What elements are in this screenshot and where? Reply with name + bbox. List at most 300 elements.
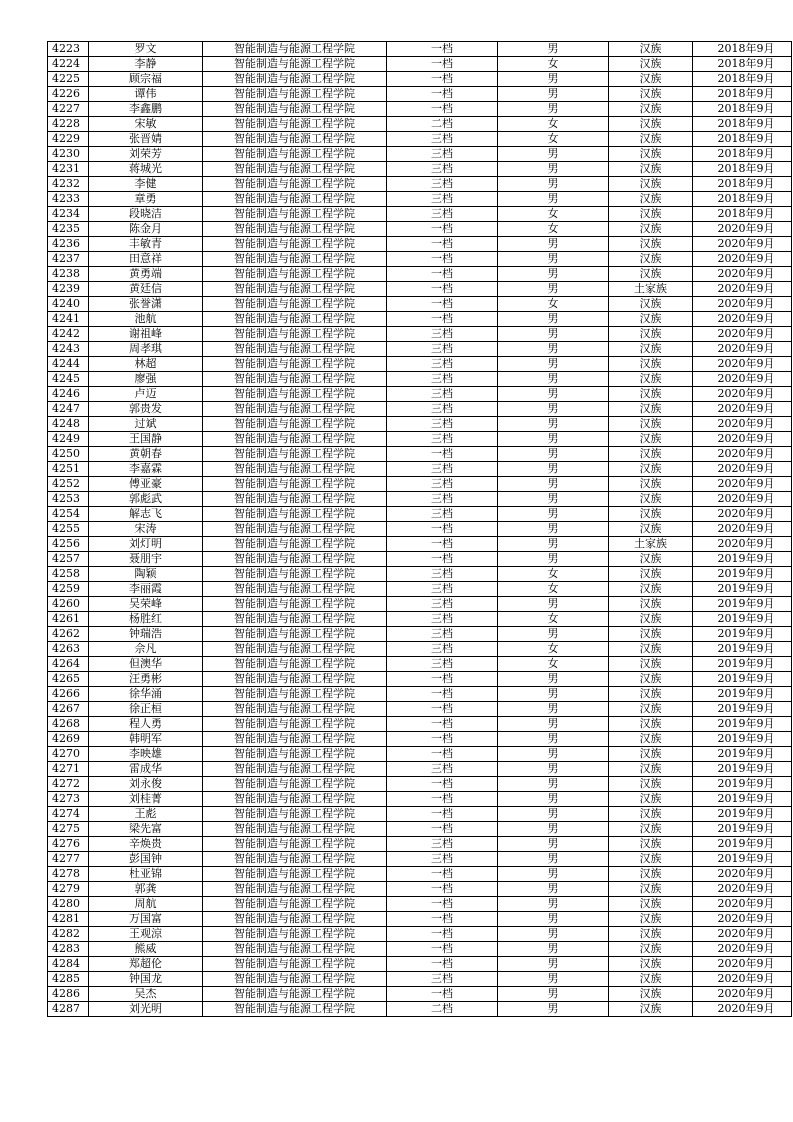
table-row: [48, 402, 792, 417]
enrollment-date-cell: 2020年9月: [693, 927, 792, 942]
record-number-cell: 4253: [48, 492, 89, 507]
tier-cell: 一档: [387, 297, 498, 312]
enrollment-date-cell: 2020年9月: [693, 987, 792, 1002]
enrollment-date-cell: 2019年9月: [693, 837, 792, 852]
table-row: [48, 762, 792, 777]
gender-cell: 男: [498, 87, 609, 102]
table-row: [48, 192, 792, 207]
name-cell: 汪勇彬: [89, 672, 203, 687]
record-number-cell: 4281: [48, 912, 89, 927]
tier-cell: 三档: [387, 612, 498, 627]
enrollment-date-cell: 2018年9月: [693, 177, 792, 192]
table-row: [48, 57, 792, 72]
college-cell: 智能制造与能源工程学院: [203, 267, 387, 282]
college-cell: 智能制造与能源工程学院: [203, 492, 387, 507]
tier-cell: 三档: [387, 642, 498, 657]
name-cell: 周航: [89, 897, 203, 912]
name-cell: 林超: [89, 357, 203, 372]
tier-cell: 三档: [387, 837, 498, 852]
college-cell: 智能制造与能源工程学院: [203, 957, 387, 972]
gender-cell: 男: [498, 552, 609, 567]
table-row: [48, 567, 792, 582]
gender-cell: 男: [498, 177, 609, 192]
gender-cell: 男: [498, 432, 609, 447]
ethnicity-cell: 汉族: [609, 567, 693, 582]
name-cell: 刘光明: [89, 1002, 203, 1017]
college-cell: 智能制造与能源工程学院: [203, 912, 387, 927]
ethnicity-cell: 汉族: [609, 717, 693, 732]
table-row: [48, 552, 792, 567]
table-row: [48, 972, 792, 987]
ethnicity-cell: 汉族: [609, 162, 693, 177]
tier-cell: 三档: [387, 177, 498, 192]
ethnicity-cell: 汉族: [609, 252, 693, 267]
record-number-cell: 4242: [48, 327, 89, 342]
record-number-cell: 4225: [48, 72, 89, 87]
ethnicity-cell: 汉族: [609, 672, 693, 687]
enrollment-date-cell: 2020年9月: [693, 957, 792, 972]
name-cell: 徐正桓: [89, 702, 203, 717]
name-cell: 卢迈: [89, 387, 203, 402]
enrollment-date-cell: 2019年9月: [693, 702, 792, 717]
name-cell: 李鑫鹏: [89, 102, 203, 117]
student-roster-table: [47, 41, 792, 1017]
record-number-cell: 4239: [48, 282, 89, 297]
gender-cell: 男: [498, 252, 609, 267]
record-number-cell: 4227: [48, 102, 89, 117]
college-cell: 智能制造与能源工程学院: [203, 1002, 387, 1017]
gender-cell: 男: [498, 927, 609, 942]
enrollment-date-cell: 2018年9月: [693, 57, 792, 72]
ethnicity-cell: 汉族: [609, 57, 693, 72]
tier-cell: 三档: [387, 972, 498, 987]
tier-cell: 一档: [387, 732, 498, 747]
ethnicity-cell: 土家族: [609, 537, 693, 552]
record-number-cell: 4230: [48, 147, 89, 162]
enrollment-date-cell: 2020年9月: [693, 522, 792, 537]
college-cell: 智能制造与能源工程学院: [203, 387, 387, 402]
tier-cell: 一档: [387, 282, 498, 297]
record-number-cell: 4275: [48, 822, 89, 837]
gender-cell: 男: [498, 42, 609, 57]
college-cell: 智能制造与能源工程学院: [203, 612, 387, 627]
tier-cell: 三档: [387, 567, 498, 582]
ethnicity-cell: 汉族: [609, 747, 693, 762]
record-number-cell: 4233: [48, 192, 89, 207]
gender-cell: 女: [498, 582, 609, 597]
gender-cell: 男: [498, 447, 609, 462]
name-cell: 王国静: [89, 432, 203, 447]
ethnicity-cell: 汉族: [609, 882, 693, 897]
tier-cell: 一档: [387, 822, 498, 837]
ethnicity-cell: 汉族: [609, 657, 693, 672]
table-row: [48, 837, 792, 852]
enrollment-date-cell: 2018年9月: [693, 192, 792, 207]
college-cell: 智能制造与能源工程学院: [203, 132, 387, 147]
enrollment-date-cell: 2020年9月: [693, 342, 792, 357]
ethnicity-cell: 汉族: [609, 102, 693, 117]
enrollment-date-cell: 2019年9月: [693, 627, 792, 642]
ethnicity-cell: 汉族: [609, 492, 693, 507]
tier-cell: 一档: [387, 72, 498, 87]
table-row: [48, 327, 792, 342]
enrollment-date-cell: 2020年9月: [693, 432, 792, 447]
college-cell: 智能制造与能源工程学院: [203, 192, 387, 207]
record-number-cell: 4252: [48, 477, 89, 492]
table-row: [48, 447, 792, 462]
name-cell: 郭贵发: [89, 402, 203, 417]
gender-cell: 男: [498, 402, 609, 417]
ethnicity-cell: 汉族: [609, 972, 693, 987]
enrollment-date-cell: 2020年9月: [693, 237, 792, 252]
enrollment-date-cell: 2018年9月: [693, 102, 792, 117]
table-row: [48, 87, 792, 102]
college-cell: 智能制造与能源工程学院: [203, 327, 387, 342]
gender-cell: 男: [498, 987, 609, 1002]
ethnicity-cell: 汉族: [609, 477, 693, 492]
tier-cell: 三档: [387, 762, 498, 777]
college-cell: 智能制造与能源工程学院: [203, 507, 387, 522]
tier-cell: 二档: [387, 1002, 498, 1017]
ethnicity-cell: 汉族: [609, 552, 693, 567]
name-cell: 程人勇: [89, 717, 203, 732]
name-cell: 段晓洁: [89, 207, 203, 222]
enrollment-date-cell: 2019年9月: [693, 687, 792, 702]
record-number-cell: 4231: [48, 162, 89, 177]
tier-cell: 一档: [387, 912, 498, 927]
record-number-cell: 4267: [48, 702, 89, 717]
table-row: [48, 207, 792, 222]
college-cell: 智能制造与能源工程学院: [203, 117, 387, 132]
ethnicity-cell: 汉族: [609, 192, 693, 207]
gender-cell: 男: [498, 897, 609, 912]
enrollment-date-cell: 2020年9月: [693, 222, 792, 237]
enrollment-date-cell: 2020年9月: [693, 282, 792, 297]
ethnicity-cell: 汉族: [609, 762, 693, 777]
ethnicity-cell: 汉族: [609, 177, 693, 192]
name-cell: 宋敏: [89, 117, 203, 132]
tier-cell: 三档: [387, 342, 498, 357]
record-number-cell: 4257: [48, 552, 89, 567]
tier-cell: 一档: [387, 882, 498, 897]
table-row: [48, 312, 792, 327]
record-number-cell: 4240: [48, 297, 89, 312]
tier-cell: 一档: [387, 957, 498, 972]
tier-cell: 一档: [387, 552, 498, 567]
gender-cell: 男: [498, 732, 609, 747]
enrollment-date-cell: 2018年9月: [693, 132, 792, 147]
record-number-cell: 4243: [48, 342, 89, 357]
ethnicity-cell: 汉族: [609, 222, 693, 237]
ethnicity-cell: 汉族: [609, 627, 693, 642]
college-cell: 智能制造与能源工程学院: [203, 597, 387, 612]
gender-cell: 男: [498, 267, 609, 282]
name-cell: 黄朝春: [89, 447, 203, 462]
enrollment-date-cell: 2020年9月: [693, 387, 792, 402]
name-cell: 吴荣峰: [89, 597, 203, 612]
enrollment-date-cell: 2019年9月: [693, 777, 792, 792]
record-number-cell: 4228: [48, 117, 89, 132]
ethnicity-cell: 汉族: [609, 432, 693, 447]
college-cell: 智能制造与能源工程学院: [203, 582, 387, 597]
record-number-cell: 4261: [48, 612, 89, 627]
gender-cell: 男: [498, 837, 609, 852]
ethnicity-cell: 汉族: [609, 582, 693, 597]
enrollment-date-cell: 2020年9月: [693, 507, 792, 522]
record-number-cell: 4256: [48, 537, 89, 552]
gender-cell: 男: [498, 357, 609, 372]
enrollment-date-cell: 2020年9月: [693, 867, 792, 882]
name-cell: 杜亚锦: [89, 867, 203, 882]
record-number-cell: 4235: [48, 222, 89, 237]
table-row: [48, 687, 792, 702]
record-number-cell: 4248: [48, 417, 89, 432]
gender-cell: 男: [498, 327, 609, 342]
tier-cell: 一档: [387, 702, 498, 717]
name-cell: 李静: [89, 57, 203, 72]
name-cell: 池航: [89, 312, 203, 327]
name-cell: 钟国龙: [89, 972, 203, 987]
record-number-cell: 4273: [48, 792, 89, 807]
college-cell: 智能制造与能源工程学院: [203, 147, 387, 162]
college-cell: 智能制造与能源工程学院: [203, 747, 387, 762]
college-cell: 智能制造与能源工程学院: [203, 87, 387, 102]
name-cell: 郭龚: [89, 882, 203, 897]
record-number-cell: 4258: [48, 567, 89, 582]
table-row: [48, 897, 792, 912]
name-cell: 李丽霞: [89, 582, 203, 597]
tier-cell: 三档: [387, 372, 498, 387]
enrollment-date-cell: 2018年9月: [693, 162, 792, 177]
record-number-cell: 4277: [48, 852, 89, 867]
ethnicity-cell: 汉族: [609, 522, 693, 537]
name-cell: 钟瑞浩: [89, 627, 203, 642]
name-cell: 过斌: [89, 417, 203, 432]
record-number-cell: 4245: [48, 372, 89, 387]
name-cell: 黄勇端: [89, 267, 203, 282]
college-cell: 智能制造与能源工程学院: [203, 477, 387, 492]
tier-cell: 三档: [387, 507, 498, 522]
table-row: [48, 912, 792, 927]
college-cell: 智能制造与能源工程学院: [203, 297, 387, 312]
table-row: [48, 477, 792, 492]
college-cell: 智能制造与能源工程学院: [203, 777, 387, 792]
name-cell: 佘凡: [89, 642, 203, 657]
table-row: [48, 1002, 792, 1017]
record-number-cell: 4255: [48, 522, 89, 537]
gender-cell: 男: [498, 462, 609, 477]
gender-cell: 男: [498, 807, 609, 822]
table-row: [48, 342, 792, 357]
tier-cell: 一档: [387, 717, 498, 732]
record-number-cell: 4262: [48, 627, 89, 642]
tier-cell: 三档: [387, 627, 498, 642]
record-number-cell: 4236: [48, 237, 89, 252]
enrollment-date-cell: 2019年9月: [693, 657, 792, 672]
gender-cell: 男: [498, 147, 609, 162]
college-cell: 智能制造与能源工程学院: [203, 447, 387, 462]
name-cell: 彭国钟: [89, 852, 203, 867]
enrollment-date-cell: 2020年9月: [693, 447, 792, 462]
table-row: [48, 42, 792, 57]
table-row: [48, 372, 792, 387]
enrollment-date-cell: 2019年9月: [693, 792, 792, 807]
college-cell: 智能制造与能源工程学院: [203, 462, 387, 477]
enrollment-date-cell: 2019年9月: [693, 762, 792, 777]
enrollment-date-cell: 2019年9月: [693, 552, 792, 567]
gender-cell: 男: [498, 912, 609, 927]
gender-cell: 女: [498, 207, 609, 222]
gender-cell: 男: [498, 192, 609, 207]
enrollment-date-cell: 2019年9月: [693, 567, 792, 582]
gender-cell: 男: [498, 972, 609, 987]
enrollment-date-cell: 2020年9月: [693, 912, 792, 927]
ethnicity-cell: 汉族: [609, 267, 693, 282]
college-cell: 智能制造与能源工程学院: [203, 252, 387, 267]
name-cell: 解志飞: [89, 507, 203, 522]
name-cell: 田意祥: [89, 252, 203, 267]
table-row: [48, 642, 792, 657]
enrollment-date-cell: 2018年9月: [693, 207, 792, 222]
record-number-cell: 4271: [48, 762, 89, 777]
gender-cell: 男: [498, 342, 609, 357]
college-cell: 智能制造与能源工程学院: [203, 522, 387, 537]
name-cell: 张誉潇: [89, 297, 203, 312]
enrollment-date-cell: 2019年9月: [693, 747, 792, 762]
enrollment-date-cell: 2020年9月: [693, 972, 792, 987]
table-row: [48, 417, 792, 432]
table-row: [48, 882, 792, 897]
record-number-cell: 4244: [48, 357, 89, 372]
tier-cell: 一档: [387, 807, 498, 822]
record-number-cell: 4249: [48, 432, 89, 447]
enrollment-date-cell: 2019年9月: [693, 597, 792, 612]
record-number-cell: 4237: [48, 252, 89, 267]
record-number-cell: 4284: [48, 957, 89, 972]
table-row: [48, 102, 792, 117]
name-cell: 谢祖峰: [89, 327, 203, 342]
enrollment-date-cell: 2020年9月: [693, 477, 792, 492]
name-cell: 梁先富: [89, 822, 203, 837]
record-number-cell: 4266: [48, 687, 89, 702]
tier-cell: 一档: [387, 672, 498, 687]
tier-cell: 一档: [387, 102, 498, 117]
enrollment-date-cell: 2020年9月: [693, 312, 792, 327]
name-cell: 徐华涌: [89, 687, 203, 702]
gender-cell: 男: [498, 687, 609, 702]
record-number-cell: 4286: [48, 987, 89, 1002]
record-number-cell: 4232: [48, 177, 89, 192]
record-number-cell: 4241: [48, 312, 89, 327]
table-row: [48, 612, 792, 627]
table-body: [48, 42, 792, 1017]
college-cell: 智能制造与能源工程学院: [203, 627, 387, 642]
college-cell: 智能制造与能源工程学院: [203, 852, 387, 867]
college-cell: 智能制造与能源工程学院: [203, 357, 387, 372]
record-number-cell: 4226: [48, 87, 89, 102]
ethnicity-cell: 汉族: [609, 777, 693, 792]
name-cell: 刘荣芳: [89, 147, 203, 162]
table-row: [48, 777, 792, 792]
table-row: [48, 732, 792, 747]
record-number-cell: 4270: [48, 747, 89, 762]
table-row: [48, 267, 792, 282]
college-cell: 智能制造与能源工程学院: [203, 867, 387, 882]
table-row: [48, 537, 792, 552]
enrollment-date-cell: 2019年9月: [693, 672, 792, 687]
tier-cell: 一档: [387, 777, 498, 792]
gender-cell: 男: [498, 717, 609, 732]
tier-cell: 三档: [387, 387, 498, 402]
gender-cell: 男: [498, 372, 609, 387]
record-number-cell: 4268: [48, 717, 89, 732]
record-number-cell: 4246: [48, 387, 89, 402]
table-row: [48, 177, 792, 192]
college-cell: 智能制造与能源工程学院: [203, 942, 387, 957]
ethnicity-cell: 汉族: [609, 147, 693, 162]
enrollment-date-cell: 2020年9月: [693, 357, 792, 372]
enrollment-date-cell: 2020年9月: [693, 882, 792, 897]
ethnicity-cell: 汉族: [609, 597, 693, 612]
record-number-cell: 4247: [48, 402, 89, 417]
ethnicity-cell: 汉族: [609, 312, 693, 327]
enrollment-date-cell: 2019年9月: [693, 822, 792, 837]
tier-cell: 三档: [387, 582, 498, 597]
record-number-cell: 4234: [48, 207, 89, 222]
college-cell: 智能制造与能源工程学院: [203, 537, 387, 552]
name-cell: 杨胜红: [89, 612, 203, 627]
college-cell: 智能制造与能源工程学院: [203, 657, 387, 672]
college-cell: 智能制造与能源工程学院: [203, 672, 387, 687]
tier-cell: 一档: [387, 927, 498, 942]
gender-cell: 男: [498, 942, 609, 957]
college-cell: 智能制造与能源工程学院: [203, 417, 387, 432]
table-row: [48, 807, 792, 822]
college-cell: 智能制造与能源工程学院: [203, 792, 387, 807]
table-row: [48, 237, 792, 252]
tier-cell: 三档: [387, 417, 498, 432]
enrollment-date-cell: 2018年9月: [693, 87, 792, 102]
enrollment-date-cell: 2020年9月: [693, 267, 792, 282]
ethnicity-cell: 汉族: [609, 297, 693, 312]
college-cell: 智能制造与能源工程学院: [203, 102, 387, 117]
record-number-cell: 4285: [48, 972, 89, 987]
name-cell: 傅亚豪: [89, 477, 203, 492]
record-number-cell: 4250: [48, 447, 89, 462]
tier-cell: 三档: [387, 852, 498, 867]
tier-cell: 一档: [387, 252, 498, 267]
gender-cell: 男: [498, 1002, 609, 1017]
college-cell: 智能制造与能源工程学院: [203, 342, 387, 357]
college-cell: 智能制造与能源工程学院: [203, 567, 387, 582]
record-number-cell: 4276: [48, 837, 89, 852]
name-cell: 王彪: [89, 807, 203, 822]
ethnicity-cell: 汉族: [609, 807, 693, 822]
name-cell: 吴杰: [89, 987, 203, 1002]
table-row: [48, 702, 792, 717]
name-cell: 张晋婧: [89, 132, 203, 147]
name-cell: 宋涛: [89, 522, 203, 537]
gender-cell: 男: [498, 957, 609, 972]
table-row: [48, 222, 792, 237]
college-cell: 智能制造与能源工程学院: [203, 72, 387, 87]
name-cell: 李嘉霖: [89, 462, 203, 477]
ethnicity-cell: 汉族: [609, 702, 693, 717]
ethnicity-cell: 汉族: [609, 987, 693, 1002]
ethnicity-cell: 汉族: [609, 237, 693, 252]
enrollment-date-cell: 2020年9月: [693, 537, 792, 552]
table-row: [48, 597, 792, 612]
